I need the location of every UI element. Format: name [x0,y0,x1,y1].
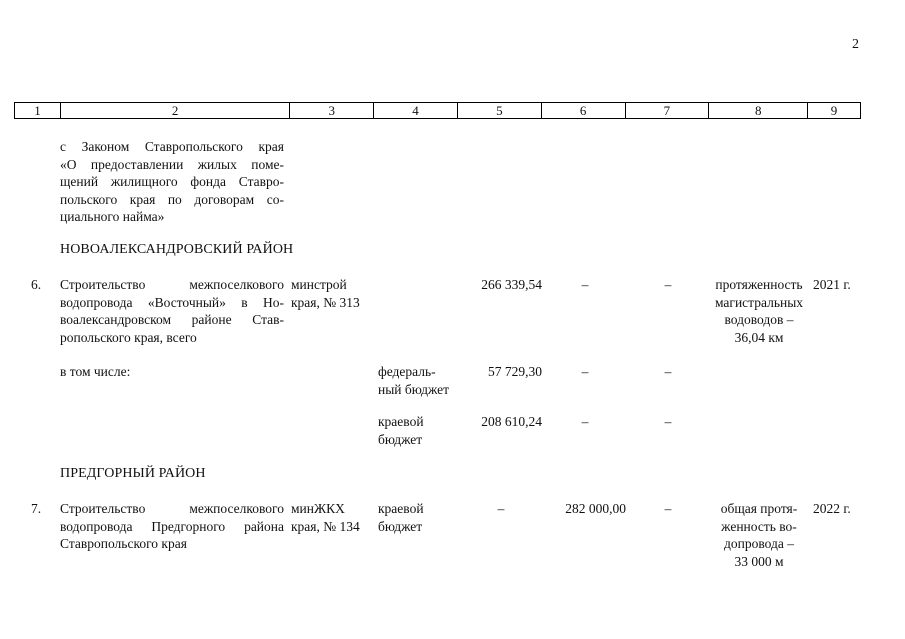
row7-customer-line: края, № 134 [291,518,360,534]
row6-result-line: протяженность [715,277,803,292]
row6-name-line: воалександровском районе Став- [60,312,284,327]
row7-result-line: женность во- [721,518,797,534]
row6-name-line: ропольского края, всего [60,329,197,345]
section-heading-novoaleksandrovsky: НОВОАЛЕКСАНДРОВСКИЙ РАЙОН [60,242,294,257]
row7-source-line: краевой [378,501,424,516]
header-col-3: 3 [290,103,374,118]
row7-name-line: Строительство межпоселкового [60,501,284,516]
row7-source-line: бюджет [378,518,423,534]
row6-name [60,276,284,346]
row7-result-line: 33 000 м [734,553,784,569]
row6-name-line: водопровода «Восточный» в Но- [60,294,284,310]
row6-year: 2021 г. [813,277,851,292]
row6-customer-line: минстрой [291,277,347,292]
sub-fed-source [378,363,462,398]
including-label: в том числе: [60,364,131,379]
row7-source [378,500,462,535]
row7-col6: 282 000,00 [565,501,626,516]
header-col-6: 6 [542,103,626,118]
row6-col7: – [664,277,672,292]
row7-result-line: допровода – [724,536,794,551]
sub-fed-col7: – [664,364,672,379]
sub-reg-source [378,413,462,448]
header-col-2: 2 [61,103,290,118]
row7-customer [291,500,375,535]
row6-name-line: Строительство межпоселкового [60,277,284,292]
intro-text [60,138,284,226]
sub-reg-col5: 208 610,24 [481,414,542,429]
row7-year: 2022 г. [813,501,851,516]
header-col-5: 5 [458,103,542,118]
intro-line: циального найма» [60,209,165,224]
header-col-7: 7 [626,103,710,118]
sub-fed-col6: – [581,364,589,379]
row6-col5: 266 339,54 [481,277,542,292]
row7-name-line: Ставропольского края [60,536,187,551]
sub-reg-col7: – [664,414,672,429]
table-header-row [14,102,861,119]
row7-col5: – [497,501,505,516]
row6-result-line: магистральных [714,294,804,310]
row7-name-line: водопровода Предгорного района [60,518,284,534]
row6-col6: – [581,277,589,292]
header-col-9: 9 [830,103,838,118]
section-heading-predgorny: ПРЕДГОРНЫЙ РАЙОН [60,466,206,481]
row6-result-line: 36,04 км [734,329,784,345]
sub-fed-source-line: ный бюджет [378,381,450,397]
header-col-1: 1 [15,103,61,118]
sub-reg-source-line: краевой [378,414,424,429]
row7-number: 7. [31,501,42,516]
row6-customer [291,276,375,311]
row7-customer-line: минЖКХ [291,501,345,516]
header-col-8: 8 [709,103,808,118]
sub-reg-source-line: бюджет [378,431,423,447]
sub-fed-col5: 57 729,30 [488,364,542,379]
intro-line: «О предоставлении жилых поме- [60,156,284,172]
row6-result-line: водоводов – [724,312,794,327]
header-col-4: 4 [374,103,458,118]
row7-col7: – [664,501,672,516]
row6-customer-line: края, № 313 [291,294,360,310]
sub-reg-col6: – [581,414,589,429]
row7-name [60,500,284,553]
row6-number: 6. [31,277,42,292]
intro-line: польского края по договорам со- [60,191,284,207]
row6-result [704,276,814,346]
intro-line: щений жилищного фонда Ставро- [60,174,284,189]
sub-fed-source-line: федераль- [378,364,436,379]
row7-result [704,500,814,570]
page-number: 2 [852,37,859,52]
row7-result-line: общая протя- [720,501,798,516]
intro-line: с Законом Ставропольского края [60,139,284,154]
